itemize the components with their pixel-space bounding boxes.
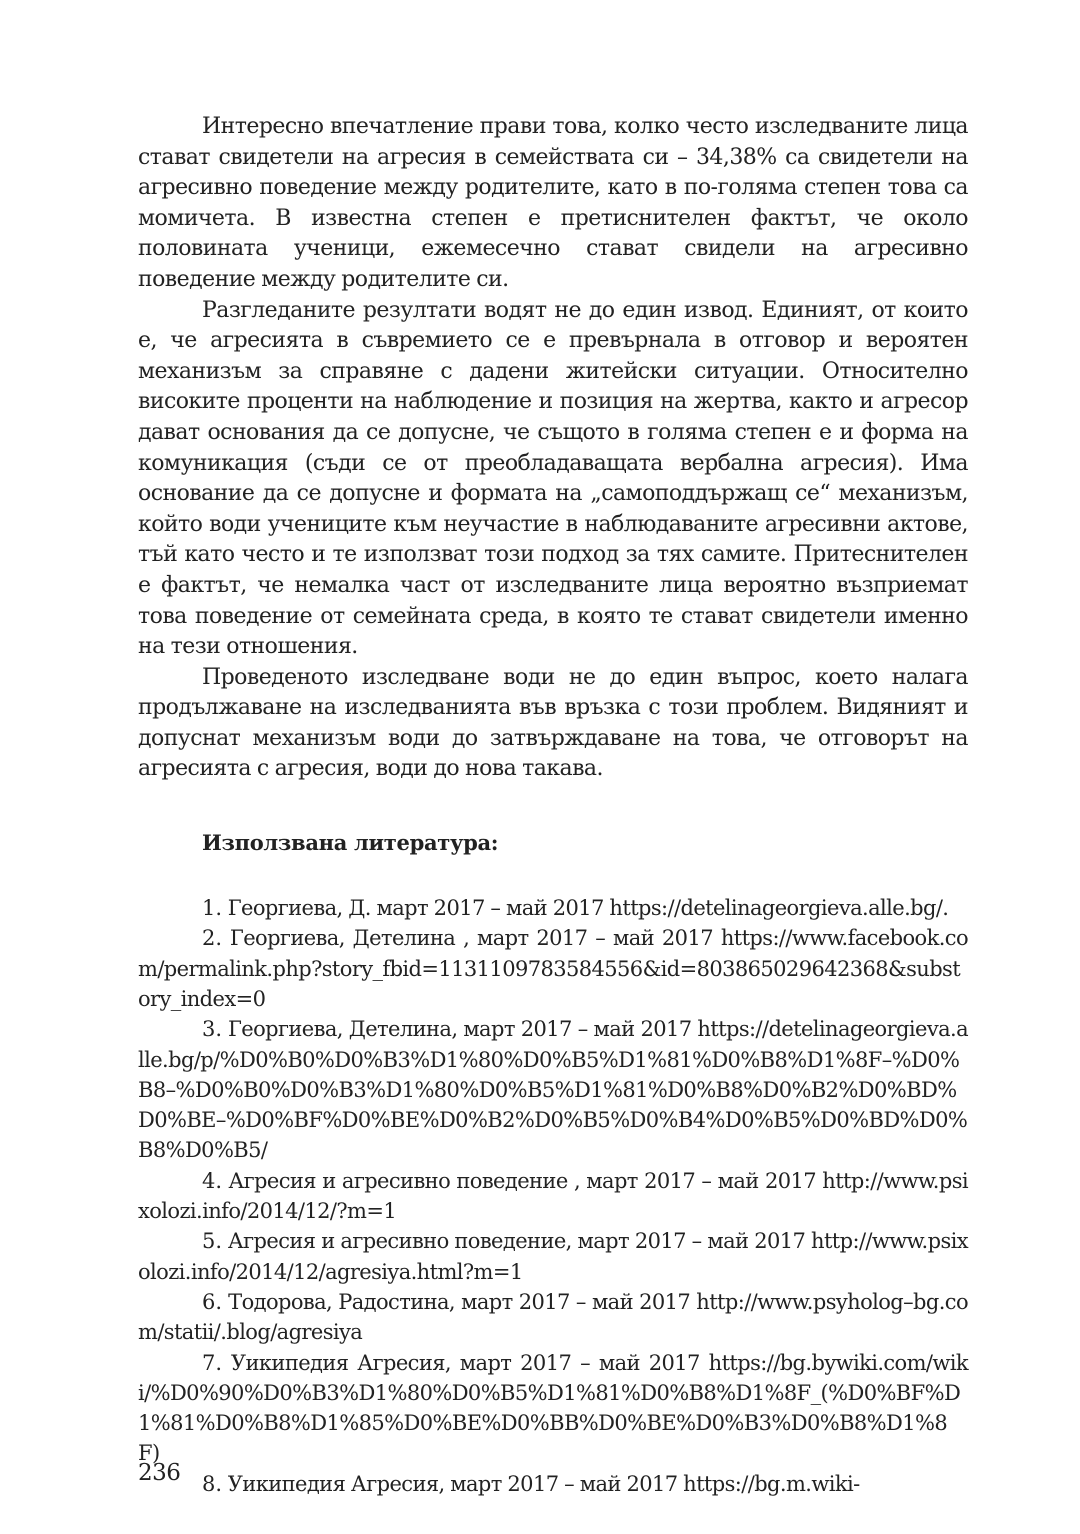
- reference-text: Георгиева, Детелина , март 2017 – май 2017 https://www.facebook.com/permalink.php?story_fbid=1131109783584556&id=803865029642368&substory_index=0: [138, 926, 968, 1011]
- reference-text: Георгиева, Д. март 2017 – май 2017 https://detelinageorgieva.alle.bg/.: [227, 896, 949, 921]
- reference-number: 6.: [202, 1289, 223, 1314]
- reference-number: 3.: [202, 1017, 223, 1042]
- reference-number: 7.: [202, 1350, 223, 1375]
- reference-text: Агресия и агресивно поведение , март 2017 – май 2017 http://www.psixolozi.info/2014/12/?m=1: [138, 1168, 968, 1224]
- references-heading: Използвана литература:: [202, 830, 499, 856]
- reference-number: 5.: [202, 1229, 223, 1254]
- reference-number: 2.: [202, 926, 223, 951]
- reference-number: 8.: [202, 1471, 223, 1496]
- body-paragraph-3: Проведеното изследване води не до един въпрос, което налага продължаване на изследванията във връзка с този проблем. Видяният и допуснат механизъм води до затвърждаване на това, че отговорът на агресията с агресия, води до нова такава.: [138, 664, 968, 782]
- references-list: [138, 893, 968, 1499]
- reference-item-3: [138, 1014, 968, 1165]
- page-number: 236: [138, 1460, 181, 1486]
- reference-text: Уикипедия Агресия, март 2017 – май 2017 https://bg.bywiki.com/wiki/%D0%90%D0%B3%D1%80%D0%B5%D1%81%D0%B8%D1%8F_(%D0%BF%D1%81%D0%B8%D1%85%D0%BE%D0%BB%D0%BE%D0%B3%D0%B8%D1%8F): [138, 1350, 968, 1466]
- reference-text: Тодорова, Радостина, март 2017 – май 2017 http://www.psyholog–bg.com/statii/.blog/agresiya: [138, 1289, 968, 1345]
- reference-item-7: [138, 1348, 968, 1469]
- body-paragraph-2: Разгледаните резултати водят не до един извод. Единият, от които е, че агресията в съвремието се е превърнала в отговор и вероятен механизъм за справяне с дадени житейски ситуации. Относително високите проценти на наблюдение и позиция на жертва, както и агресор дават основания да се допусне, че същото в голяма степен е и форма на комуникация (съди се от преобладаващата вербална агресия). Има основание да се допусне и формата на „самоподдържащ се“ механизъм, който води учениците към неучастие в наблюдаваните агресивни актове, тъй като често и те използват този подход за тях самите. Притеснителен е фактът, че немалка част от изследваните лица вероятно възприемат това поведение от семейната среда, в която те стават свидетели именно на тези отношения.: [138, 297, 968, 660]
- reference-text: Агресия и агресивно поведение, март 2017 – май 2017 http://www.psixolozi.info/2014/12/agresiya.html?m=1: [138, 1229, 968, 1284]
- reference-item-6: [138, 1287, 968, 1348]
- reference-item-4: [138, 1166, 968, 1227]
- reference-item-5: [138, 1226, 968, 1287]
- reference-text: Георгиева, Детелина, март 2017 – май 2017 https://detelinageorgieva.alle.bg/p/%D0%B0%D0%B3%D1%80%D0%B5%D1%81%D0%B8%D1%8F–%D0%B8–%D0%B0%D0%B3%D1%80%D0%B5%D1%81%D0%B8%D0%B2%D0%BD%D0%BE–%D0%BF%D0%BE%D0%B2%D0%B5%D0%B4%D0%B5%D0%BD%D0%B8%D0%B5/: [138, 1017, 968, 1163]
- body-paragraph-1: Интересно впечатление прави това, колко често изследваните лица стават свидетели на агресия в семействата си – 34,38% са свидетели на агресивно поведение между родителите, като в по-голяма степен това са момичета. В известна степен е претиснителен фактът, че около половината ученици, ежемесечно стават свидели на агресивно поведение между родителите си.: [138, 114, 968, 292]
- page-content: [138, 112, 968, 1499]
- reference-item-8: [138, 1469, 968, 1499]
- reference-number: 1.: [202, 896, 223, 921]
- reference-item-2: [138, 923, 968, 1014]
- reference-text: Уикипедия Агресия, март 2017 – май 2017 https://bg.m.wiki-: [227, 1471, 860, 1496]
- reference-number: 4.: [202, 1168, 223, 1193]
- reference-item-1: [138, 893, 968, 923]
